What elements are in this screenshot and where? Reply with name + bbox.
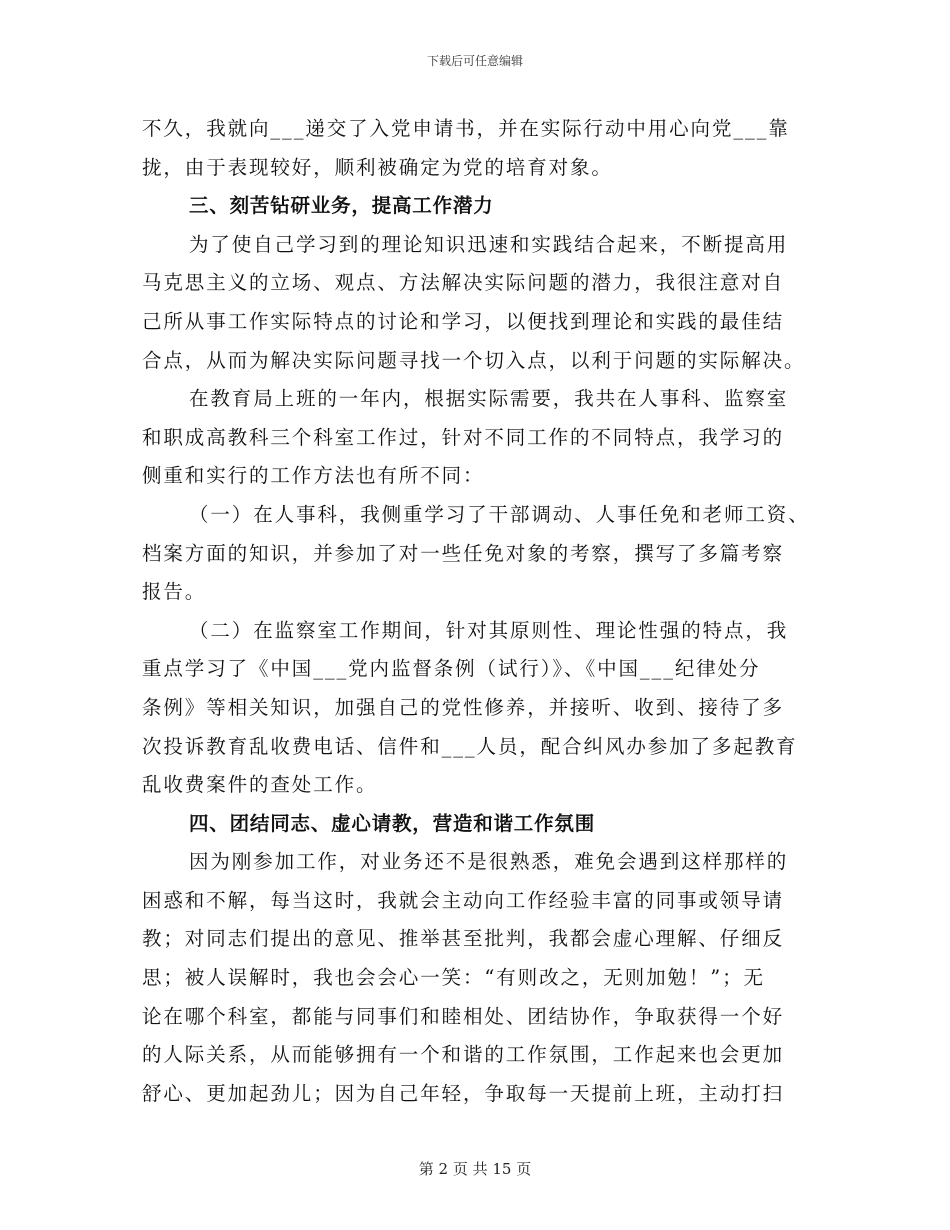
section-heading: 四、团结同志、虚心请教，营造和谐工作氛围 (189, 811, 596, 835)
page-header: 下载后可任意编辑 (426, 54, 523, 68)
text-line: 拢，由于表现较好，顺利被确定为党的培育对象。 (142, 155, 613, 179)
text-line: 论在哪个科室，都能与同事们和睦相处、团结协作，争取获得一个好 (142, 1004, 785, 1028)
text-line: （一）在人事科，我侧重学习了干部调动、人事任免和老师工资、 (189, 502, 810, 526)
text-line: 舒心、更加起劲儿；因为自己年轻，争取每一天提前上班，主动打扫 (142, 1081, 785, 1105)
text-line: 乱收费案件的查处工作。 (142, 773, 378, 797)
text-line: 思；被人误解时，我也会会心一笑：“有则改之，无则加勉！”；无 (142, 966, 765, 990)
text-line: 困惑和不解，每当这时，我就会主动向工作经验丰富的同事或领导请 (142, 888, 785, 912)
text-line: 档案方面的知识，并参加了对一些任免对象的考察，撰写了多篇考察 (142, 541, 785, 565)
document-body (142, 110, 810, 1113)
text-line: 马克思主义的立场、观点、方法解决实际问题的潜力，我很注意对自 (142, 271, 785, 295)
text-line: 重点学习了《中国___党内监督条例（试行）》、《中国___纪律处分 (142, 657, 761, 681)
text-line: 己所从事工作实际特点的讨论和学习，以便找到理论和实践的最佳结 (142, 309, 785, 333)
text-line: 合点，从而为解决实际问题寻找一个切入点，以利于问题的实际解决。 (142, 348, 806, 372)
text-line: 和职成高教科三个科室工作过，针对不同工作的不同特点，我学习的 (142, 425, 785, 449)
text-line: 不久，我就向___递交了入党申请书，并在实际行动中用心向党___靠 (142, 117, 790, 140)
text-line: 因为刚参加工作，对业务还不是很熟悉，难免会遇到这样那样的 (189, 850, 789, 874)
text-line: 侧重和实行的工作方法也有所不同： (142, 464, 485, 488)
text-line: 为了使自己学习到的理论知识迅速和实践结合起来，不断提高用 (189, 232, 789, 256)
text-line: 次投诉教育乱收费电话、信件和___人员，配合纠风办参加了多起教育 (142, 734, 798, 758)
text-line: 条例》等相关知识，加强自己的党性修养，并接听、收到、接待了多 (142, 695, 785, 719)
page-footer: 第 2 页 共 15 页 (418, 1160, 532, 1178)
section-heading: 三、刻苦钻研业务，提高工作潜力 (189, 194, 494, 218)
text-line: 的人际关系，从而能够拥有一个和谐的工作氛围，工作起来也会更加 (142, 1043, 785, 1067)
text-line: （二）在监察室工作期间，针对其原则性、理论性强的特点，我 (189, 618, 789, 642)
text-line: 报告。 (142, 580, 207, 604)
text-line: 教；对同志们提出的意见、推举甚至批判，我都会虚心理解、仔细反 (142, 927, 785, 951)
text-line: 在教育局上班的一年内，根据实际需要，我共在人事科、监察室 (189, 387, 789, 411)
